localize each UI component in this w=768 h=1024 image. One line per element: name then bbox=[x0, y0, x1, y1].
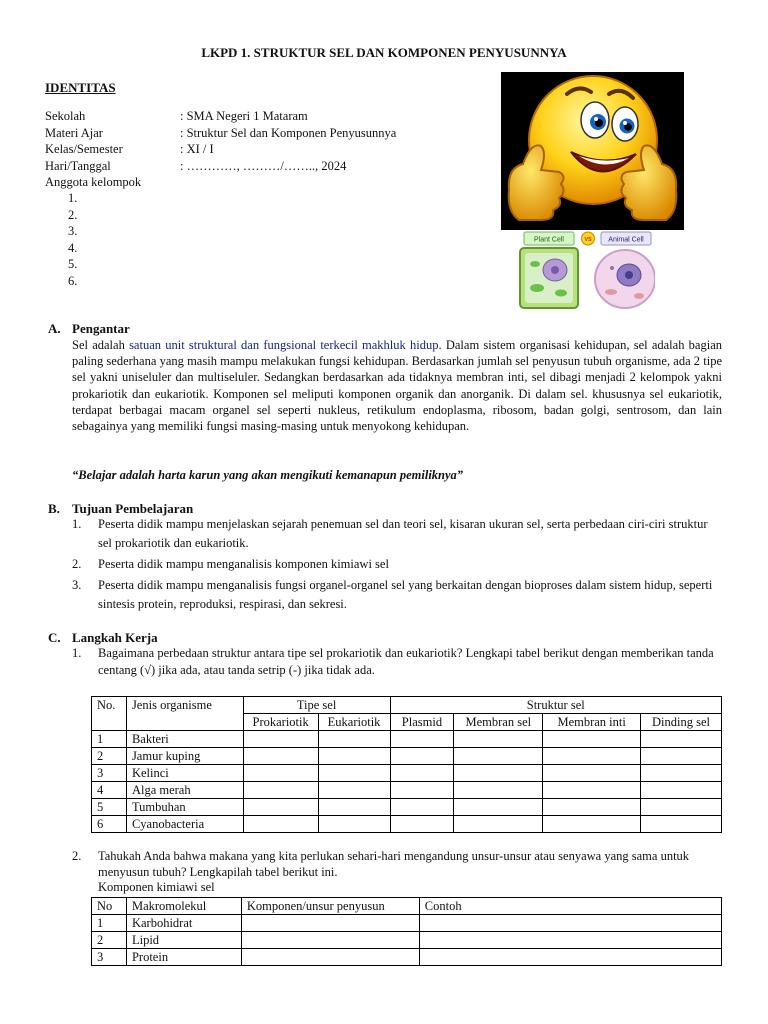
ident-label: Sekolah bbox=[45, 109, 86, 123]
answer-cell[interactable] bbox=[318, 782, 390, 799]
table-row bbox=[92, 932, 722, 949]
pengantar-paragraph bbox=[72, 337, 722, 434]
answer-cell[interactable] bbox=[243, 782, 318, 799]
cell-name: Tumbuhan bbox=[126, 799, 243, 816]
answer-cell[interactable] bbox=[419, 915, 721, 932]
member-item: 1. bbox=[68, 191, 78, 205]
identitas-heading: IDENTITAS bbox=[45, 80, 116, 95]
table-header-tipe: Tipe sel bbox=[243, 697, 390, 714]
list-text: Peserta didik mampu menjelaskan sejarah penemuan sel dan teori sel, kisaran ukuran sel, serta perbedaan ciri-ciri struktur sel prokariotik dan eukariotik. bbox=[98, 517, 708, 550]
table-cell-structure bbox=[91, 696, 722, 833]
answer-cell[interactable] bbox=[243, 748, 318, 765]
cell-no: 1 bbox=[92, 731, 127, 748]
member-item: 2. bbox=[68, 207, 78, 222]
table-header: No bbox=[92, 898, 127, 915]
list-number: 1. bbox=[72, 517, 82, 531]
section-title: Langkah Kerja bbox=[72, 630, 158, 645]
question-text: Tahukah Anda bahwa makana yang kita perlukan sehari-hari mengandung unsur-unsur atau senyawa yang sama untuk menyusun tubuh? Lengkapilah tabel berikut ini. bbox=[98, 849, 690, 879]
answer-cell[interactable] bbox=[454, 799, 543, 816]
table-chemical-components bbox=[91, 897, 722, 966]
question-1 bbox=[72, 645, 722, 680]
cell-name: Jamur kuping bbox=[126, 748, 243, 765]
animal-cell-label: Animal Cell bbox=[608, 236, 644, 244]
cell-name: Kelinci bbox=[126, 765, 243, 782]
answer-cell[interactable] bbox=[419, 932, 721, 949]
cell-no: 1 bbox=[92, 915, 127, 932]
smiley-icon bbox=[501, 72, 684, 230]
answer-cell[interactable] bbox=[241, 949, 419, 966]
table-row bbox=[92, 765, 722, 782]
answer-cell[interactable] bbox=[318, 799, 390, 816]
cell-no: 2 bbox=[92, 748, 127, 765]
ident-value: : XI / I bbox=[180, 142, 214, 156]
answer-cell[interactable] bbox=[243, 799, 318, 816]
cell-name: Lipid bbox=[126, 932, 241, 949]
table-subheader: Prokariotik bbox=[243, 714, 318, 731]
member-item: 5. bbox=[68, 257, 78, 272]
answer-cell[interactable] bbox=[454, 765, 543, 782]
section-title: Pengantar bbox=[72, 321, 130, 336]
question-text: Bagaimana perbedaan struktur antara tipe sel prokariotik dan eukariotik? Lengkapi tabel berikut dengan memberikan tanda centang (√) jika ada, atau tanda setrip (-) jika tidak ada. bbox=[98, 646, 714, 677]
ident-label: Hari/Tanggal bbox=[45, 158, 111, 173]
answer-cell[interactable] bbox=[390, 782, 454, 799]
answer-cell[interactable] bbox=[641, 782, 722, 799]
section-letter: A. bbox=[48, 321, 61, 336]
table-header-no: No. bbox=[92, 697, 127, 731]
table-header: Contoh bbox=[419, 898, 721, 915]
answer-cell[interactable] bbox=[243, 816, 318, 833]
answer-cell[interactable] bbox=[241, 915, 419, 932]
cell-no: 3 bbox=[92, 949, 127, 966]
list-number: 2. bbox=[72, 849, 82, 863]
list-number: 1. bbox=[72, 646, 82, 660]
table2-caption: Komponen kimiawi sel bbox=[98, 880, 215, 894]
ident-value: : Struktur Sel dan Komponen Penyusunnya bbox=[180, 125, 397, 140]
cell-no: 2 bbox=[92, 932, 127, 949]
section-pengantar-heading bbox=[48, 321, 130, 337]
answer-cell[interactable] bbox=[318, 765, 390, 782]
cell-no: 5 bbox=[92, 799, 127, 816]
table-row bbox=[92, 816, 722, 833]
answer-cell[interactable] bbox=[454, 731, 543, 748]
cell-name: Cyanobacteria bbox=[126, 816, 243, 833]
table-row bbox=[92, 748, 722, 765]
cell-name: Karbohidrat bbox=[126, 915, 241, 932]
answer-cell[interactable] bbox=[390, 816, 454, 833]
answer-cell[interactable] bbox=[241, 932, 419, 949]
pengantar-text-post: . Dalam sistem organisasi kehidupan, sel adalah bagian paling sederhana yang masih mampu melakukan fungsi kehidupan. Berdasarkan jumlah sel penyusun tubuh organisme, ada 2 tipe sel yakni uniseluler dan multiseluler. Sedangkan berdasarkan ada tidaknya membran inti, sel dibagi menjadi 2 kelompok yakni prokariotik dan eukariotik. Komponen sel meliputi komponen organik dan anorganik. Di dalam sel. khususnya sel eukariotik, terdapat berbagai macam organel sel seperti nukleus, retikulum endoplasma, ribosom, badan golgi, sentrosom, dan lain sebagainya yang memiliki fungsi masing-masing untuk menyokong kehidupan. bbox=[72, 338, 722, 434]
section-letter: B. bbox=[48, 501, 60, 516]
thumbs-up-emoji-image bbox=[501, 72, 684, 230]
answer-cell[interactable] bbox=[454, 782, 543, 799]
answer-cell[interactable] bbox=[454, 816, 543, 833]
cell-no: 6 bbox=[92, 816, 127, 833]
answer-cell[interactable] bbox=[543, 782, 641, 799]
pengantar-highlight: satuan unit struktural dan fungsional terkecil makhluk hidup bbox=[129, 338, 439, 352]
member-item: 4. bbox=[68, 240, 78, 255]
answer-cell[interactable] bbox=[318, 748, 390, 765]
table-subheader: Eukariotik bbox=[318, 714, 390, 731]
vs-label: VS bbox=[584, 237, 592, 243]
answer-cell[interactable] bbox=[390, 799, 454, 816]
answer-cell[interactable] bbox=[318, 731, 390, 748]
table-header: Komponen/unsur penyusun bbox=[241, 898, 419, 915]
answer-cell[interactable] bbox=[318, 816, 390, 833]
cell-name: Bakteri bbox=[126, 731, 243, 748]
list-number: 3. bbox=[72, 578, 82, 592]
document-title: LKPD 1. STRUKTUR SEL DAN KOMPONEN PENYUSUNNYA bbox=[201, 45, 567, 60]
answer-cell[interactable] bbox=[641, 816, 722, 833]
table-subheader: Membran inti bbox=[543, 714, 641, 731]
answer-cell[interactable] bbox=[641, 748, 722, 765]
cell-name: Protein bbox=[126, 949, 241, 966]
cell-no: 3 bbox=[92, 765, 127, 782]
member-item: 3. bbox=[68, 224, 78, 239]
list-text: Peserta didik mampu menganalisis fungsi organel-organel sel yang berkaitan dengan bioproses dalam sistem hidup, seperti sintesis protein, reproduksi, respirasi, dan sekresi. bbox=[98, 578, 713, 611]
answer-cell[interactable] bbox=[243, 731, 318, 748]
list-number: 2. bbox=[72, 557, 82, 571]
ident-value: : …………, ………/…….., 2024 bbox=[180, 158, 347, 173]
table-row bbox=[92, 915, 722, 932]
list-item bbox=[72, 645, 722, 678]
ident-value: : SMA Negeri 1 Mataram bbox=[180, 109, 308, 123]
answer-cell[interactable] bbox=[641, 731, 722, 748]
answer-cell[interactable] bbox=[243, 765, 318, 782]
answer-cell[interactable] bbox=[543, 748, 641, 765]
table-subheader: Plasmid bbox=[390, 714, 454, 731]
answer-cell[interactable] bbox=[543, 816, 641, 833]
section-letter: C. bbox=[48, 630, 61, 645]
plant-animal-cell-image bbox=[515, 230, 655, 312]
answer-cell[interactable] bbox=[454, 748, 543, 765]
question-2 bbox=[72, 849, 722, 882]
list-item bbox=[72, 555, 722, 574]
answer-cell[interactable] bbox=[543, 731, 641, 748]
table-row bbox=[92, 799, 722, 816]
member-item: 6. bbox=[68, 273, 78, 288]
list-item bbox=[72, 849, 722, 880]
list-item bbox=[72, 576, 722, 614]
cell-no: 4 bbox=[92, 782, 127, 799]
table-header: Makromolekul bbox=[126, 898, 241, 915]
motivational-quote: “Belajar adalah harta karun yang akan mengikuti kemanapun pemiliknya” bbox=[72, 468, 464, 482]
answer-cell[interactable] bbox=[543, 765, 641, 782]
ident-label: Materi Ajar bbox=[45, 125, 103, 140]
table-subheader: Dinding sel bbox=[641, 714, 722, 731]
ident-label: Kelas/Semester bbox=[45, 142, 123, 156]
tujuan-list bbox=[72, 515, 722, 616]
cell-illustration bbox=[515, 230, 655, 312]
answer-cell[interactable] bbox=[641, 765, 722, 782]
member-list bbox=[68, 190, 77, 290]
section-title: Tujuan Pembelajaran bbox=[72, 501, 194, 516]
table-header-jenis: Jenis organisme bbox=[126, 697, 243, 731]
answer-cell[interactable] bbox=[390, 748, 454, 765]
ident-label: Anggota kelompok bbox=[45, 175, 142, 189]
list-item bbox=[72, 515, 722, 553]
answer-cell[interactable] bbox=[390, 731, 454, 748]
pengantar-text-pre: Sel adalah bbox=[72, 338, 130, 352]
answer-cell[interactable] bbox=[543, 799, 641, 816]
answer-cell[interactable] bbox=[390, 765, 454, 782]
table-row bbox=[92, 731, 722, 748]
list-text: Peserta didik mampu menganalisis komponen kimiawi sel bbox=[98, 557, 389, 571]
cell-name: Alga merah bbox=[126, 782, 243, 799]
section-langkah-heading bbox=[48, 630, 158, 646]
table-header-struktur: Struktur sel bbox=[390, 697, 722, 714]
table-row bbox=[92, 949, 722, 966]
plant-cell-label: Plant Cell bbox=[534, 236, 564, 244]
answer-cell[interactable] bbox=[641, 799, 722, 816]
answer-cell[interactable] bbox=[419, 949, 721, 966]
table-subheader: Membran sel bbox=[454, 714, 543, 731]
table-row bbox=[92, 782, 722, 799]
